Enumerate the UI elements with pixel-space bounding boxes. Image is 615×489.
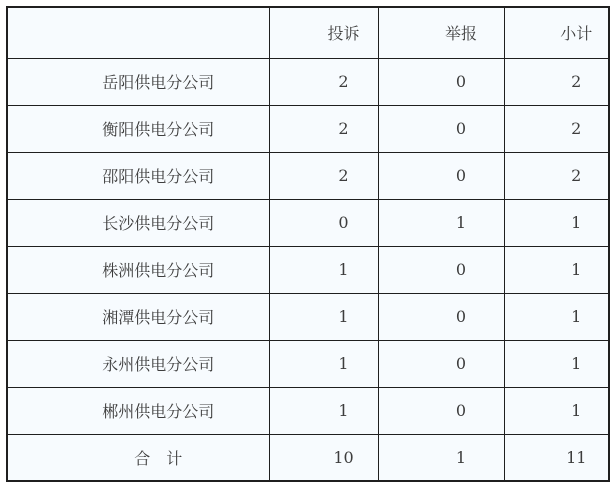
table-row [7,152,609,199]
reports-value-cell: 0 [378,58,504,105]
complaints-value-cell: 1 [269,340,378,387]
subtotal-value-cell: 1 [504,246,609,293]
subtotal-value-cell: 1 [504,340,609,387]
company-name-cell: 郴州供电分公司 [7,387,269,434]
reports-value-cell: 0 [378,293,504,340]
reports-value-cell: 0 [378,246,504,293]
reports-value-cell: 1 [378,199,504,246]
table-row [7,387,609,434]
company-name-cell: 邵阳供电分公司 [7,152,269,199]
complaints-value-cell: 1 [269,246,378,293]
company-name-cell: 株洲供电分公司 [7,246,269,293]
complaints-value-cell: 1 [269,387,378,434]
total-row [7,434,609,481]
table-row [7,340,609,387]
reports-value-cell: 0 [378,340,504,387]
total-label-cell: 合 计 [7,434,269,481]
reports-value-cell: 0 [378,105,504,152]
complaints-total-cell: 10 [269,434,378,481]
complaints-value-cell: 1 [269,293,378,340]
header-cell-subtotal: 小计 [504,7,609,58]
reports-value-cell: 0 [378,387,504,434]
table-row [7,293,609,340]
header-row [7,7,609,58]
subtotal-value-cell: 1 [504,199,609,246]
header-cell-empty [7,7,269,58]
subtotal-value-cell: 1 [504,293,609,340]
company-name-cell: 衡阳供电分公司 [7,105,269,152]
company-name-cell: 长沙供电分公司 [7,199,269,246]
reports-value-cell: 0 [378,152,504,199]
subtotal-value-cell: 2 [504,58,609,105]
company-name-cell: 永州供电分公司 [7,340,269,387]
complaints-value-cell: 2 [269,58,378,105]
header-cell-complaints: 投诉 [269,7,378,58]
subtotal-value-cell: 2 [504,105,609,152]
table-row [7,199,609,246]
subtotal-value-cell: 1 [504,387,609,434]
subtotal-value-cell: 2 [504,152,609,199]
company-name-cell: 岳阳供电分公司 [7,58,269,105]
company-name-cell: 湘潭供电分公司 [7,293,269,340]
table-row [7,246,609,293]
complaints-value-cell: 2 [269,152,378,199]
complaints-reports-summary-table [6,6,610,482]
subtotal-total-cell: 11 [504,434,609,481]
reports-total-cell: 1 [378,434,504,481]
table-row [7,58,609,105]
header-cell-reports: 举报 [378,7,504,58]
complaints-value-cell: 2 [269,105,378,152]
table-row [7,105,609,152]
complaints-value-cell: 0 [269,199,378,246]
